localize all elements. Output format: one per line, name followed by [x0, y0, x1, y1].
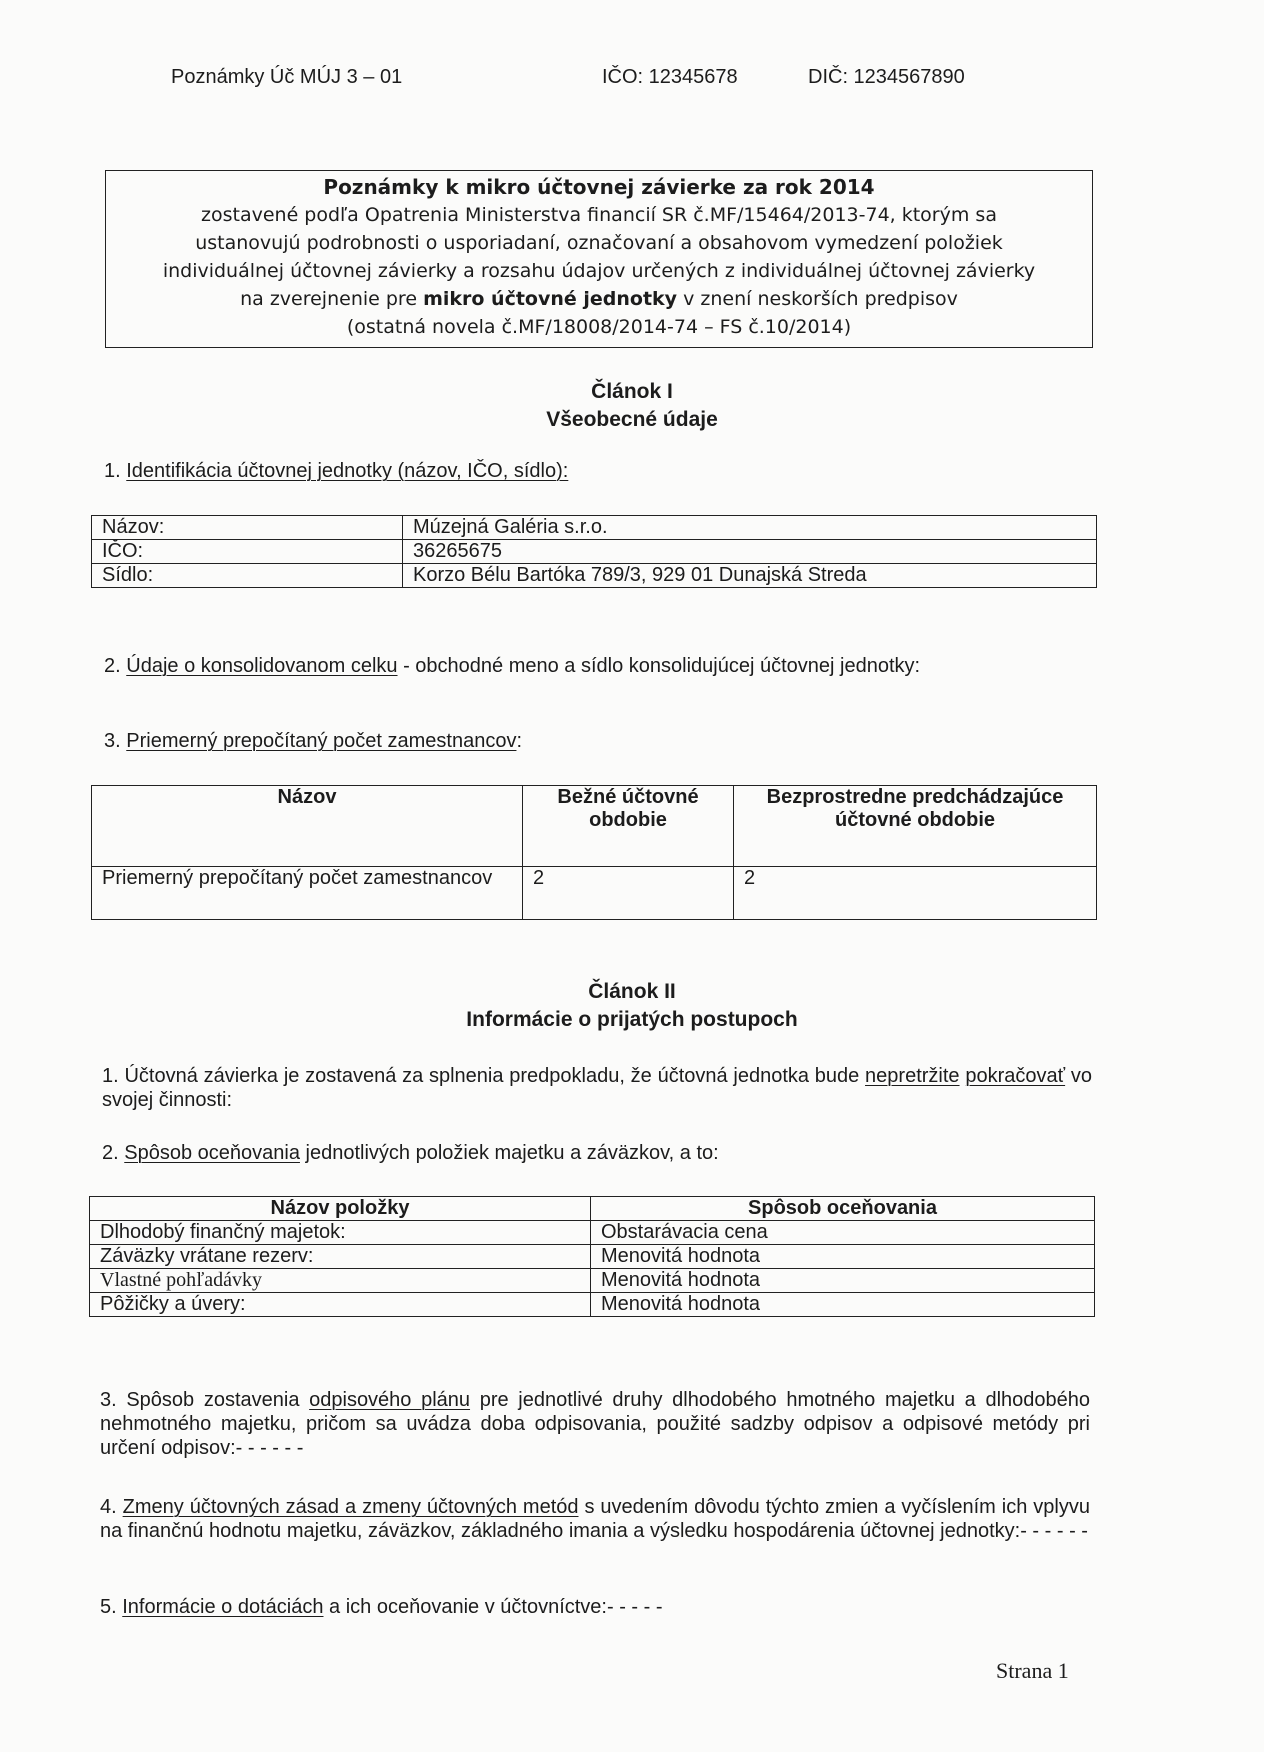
table-header-row [90, 1197, 1095, 1221]
item-name: Záväzky vrátane rezerv: [90, 1245, 591, 1269]
ident-value: 36265675 [403, 540, 1097, 564]
article-2-subheading: Informácie o prijatých postupoch [466, 1008, 798, 1031]
ident-label: IČO: [92, 540, 403, 564]
article-1-item-1: 1. Identifikácia účtovnej jednotky (názov, IČO, sídlo): [104, 460, 569, 482]
article-2-item-5: 5. Informácie o dotáciách a ich oceňovanie v účtovníctve:- - - - - [100, 1596, 663, 1618]
title-line-3: individuálnej účtovnej závierky a rozsahu údajov určených z individuálnej účtovnej závierky [162, 260, 1036, 282]
col-header-previous: Bezprostredne predchádzajúce účtovné obdobie [734, 786, 1097, 867]
col-header-current: Bežné účtovné obdobie [523, 786, 734, 867]
title-line-4: na zverejnenie pre mikro účtovné jednotky v znení neskorších predpisov [240, 288, 958, 310]
item-method: Menovitá hodnota [591, 1245, 1095, 1269]
title-line-5: (ostatná novela č.MF/18008/2014-74 – FS č.10/2014) [346, 316, 852, 338]
table-row [90, 1245, 1095, 1269]
article-2-item-4: 4. Zmeny účtovných zásad a zmeny účtovných metód s uvedením dôvodu týchto zmien a vyčíslením ich vplyvu na finančnú hodnotu majetku, záväzkov, základného imania a výsledku hospodárenia účtovnej jednotky:- - - - - - [100, 1496, 1090, 1542]
article-1-heading: Článok I [591, 380, 673, 403]
article-1-item-2: 2. Údaje o konsolidovanom celku - obchodné meno a sídlo konsolidujúcej účtovnej jednotky: [104, 655, 921, 677]
col-header-item: Názov položky [90, 1197, 591, 1221]
item-method: Menovitá hodnota [591, 1269, 1095, 1293]
header-doc-ref: Poznámky Úč MÚJ 3 – 01 [171, 66, 403, 88]
current-value: 2 [523, 867, 734, 920]
col-header-method: Spôsob oceňovania [591, 1197, 1095, 1221]
ident-label: Sídlo: [92, 564, 403, 588]
article-2-item-2: 2. Spôsob oceňovania jednotlivých položiek majetku a záväzkov, a to: [102, 1142, 719, 1164]
ident-value: Korzo Bélu Bartóka 789/3, 929 01 Dunajská Streda [403, 564, 1097, 588]
table-row [92, 540, 1097, 564]
article-1-subheading: Všeobecné údaje [546, 408, 718, 431]
table-row [90, 1221, 1095, 1245]
header-ico: IČO: 12345678 [602, 66, 738, 88]
valuation-table [89, 1196, 1095, 1317]
item-method: Obstarávacia cena [591, 1221, 1095, 1245]
item-name: Vlastné pohľadávky [90, 1269, 591, 1293]
article-2-heading: Článok II [588, 980, 676, 1003]
table-row [92, 564, 1097, 588]
article-1-item-3: 3. Priemerný prepočítaný počet zamestnancov: [104, 730, 523, 752]
title-line-1: zostavené podľa Opatrenia Ministerstva financií SR č.MF/15464/2013-74, ktorým sa [201, 204, 997, 226]
previous-value: 2 [734, 867, 1097, 920]
page-number: Strana 1 [996, 1658, 1069, 1683]
table-row [90, 1269, 1095, 1293]
article-2-item-3: 3. Spôsob zostavenia odpisového plánu pre jednotlivé druhy dlhodobého hmotného majetku a dlhodobého nehmotného majetku, pričom sa uvádza doba odpisovania, použité sadzby odpisov a odpisové metódy pri určení odpisov:- - - - - - [100, 1389, 1090, 1459]
item-name: Pôžičky a úvery: [90, 1293, 591, 1317]
ident-label: Názov: [92, 516, 403, 540]
col-header-name: Názov [92, 786, 523, 867]
table-row [92, 516, 1097, 540]
doc-title: Poznámky k mikro účtovnej závierke za rok 2014 [323, 175, 875, 199]
ident-value: Múzejná Galéria s.r.o. [403, 516, 1097, 540]
item-name: Dlhodobý finančný majetok: [90, 1221, 591, 1245]
table-row [92, 867, 1097, 920]
employees-table [91, 785, 1097, 920]
article-2-item-1: 1. Účtovná závierka je zostavená za splnenia predpokladu, že účtovná jednotka bude nepretržite pokračovať vo svojej činnosti: [102, 1065, 1093, 1111]
title-line-2: ustanovujú podrobnosti o usporiadaní, označovaní a obsahovom vymedzení položiek [195, 232, 1003, 254]
item-method: Menovitá hodnota [591, 1293, 1095, 1317]
table-row [90, 1293, 1095, 1317]
header-dic: DIČ: 1234567890 [808, 66, 965, 88]
identification-table [91, 515, 1097, 588]
title-box [105, 170, 1093, 348]
row-label: Priemerný prepočítaný počet zamestnancov [92, 867, 523, 920]
table-header-row [92, 786, 1097, 867]
